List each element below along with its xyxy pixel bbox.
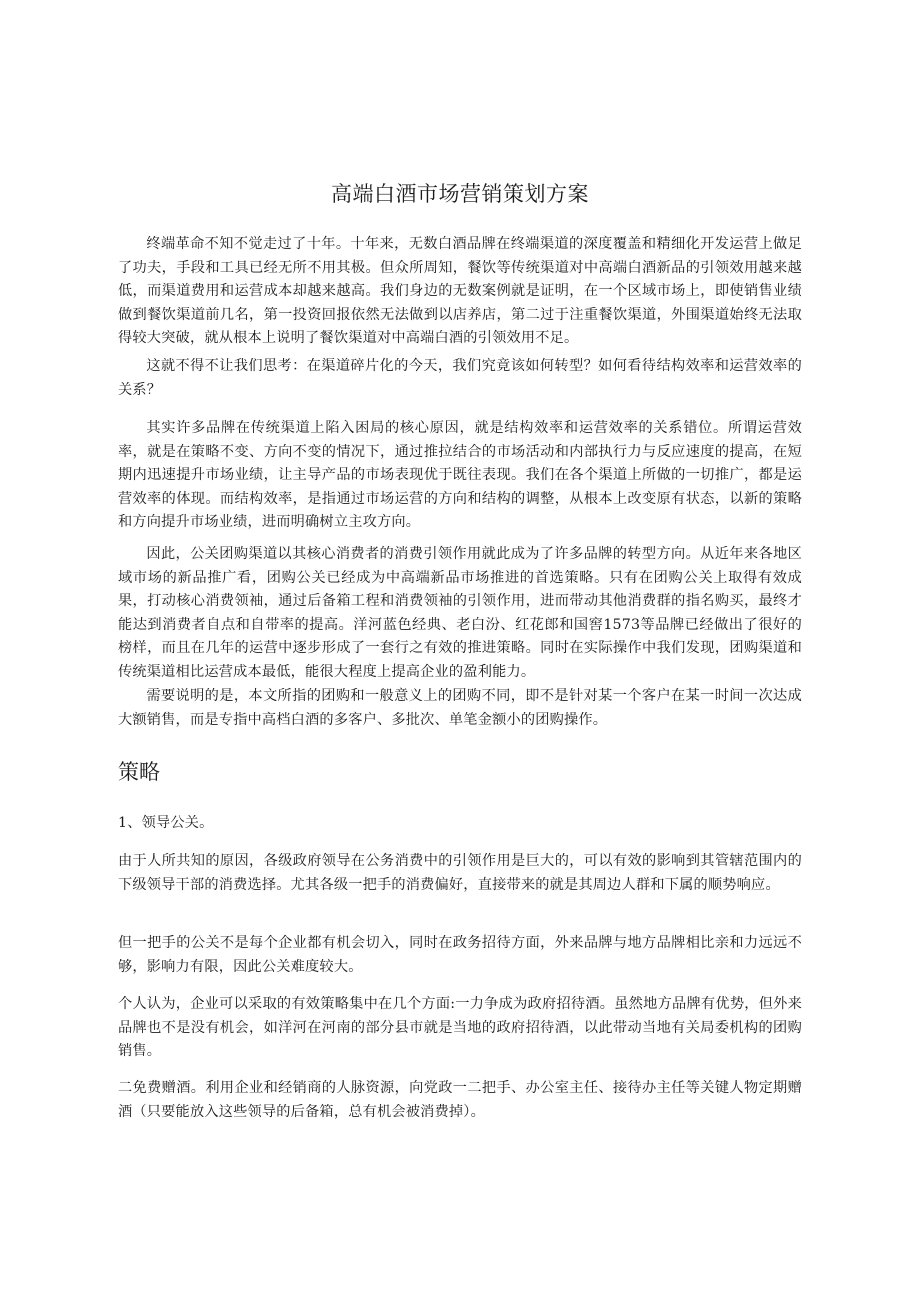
section-heading-strategy: 策略 [118, 760, 160, 784]
strategy-paragraph-4: 二免费赠酒。利用企业和经销商的人脉资源，向党政一二把手、办公室主任、接待办主任等关键人物定期赠酒（只要能放入这些领导的后备箱，总有机会被消费掉）。 [118, 1080, 802, 1120]
page-title: 高端白酒市场营销策划方案 [331, 182, 589, 206]
strategy-item-1-heading: 1、领导公关。 [118, 815, 214, 831]
intro-paragraph-2: 这就不得不让我们思考：在渠道碎片化的今天，我们究竟该如何转型？如何看待结构效率和运营效率的关系？ [118, 358, 802, 398]
intro-paragraph-4: 因此，公关团购渠道以其核心消费者的消费引领作用就此成为了许多品牌的转型方向。从近年来各地区域市场的新品推广看，团购公关已经成为中高端新品市场推进的首选策略。只有在团购公关上取得有效成果，打动核心消费领袖，通过后备箱工程和消费领袖的引领作用，进而带动其他消费群的指名购买，最终才能达到消费者自点和自带率的提高。洋河蓝色经典、老白汾、红花郎和国窖1573等品牌已经做出了很好的榜样，而且在几年的运营中逐步形成了一套行之有效的推进策略。同时在实际操作中我们发现，团购渠道和传统渠道相比运营成本最低，能很大程度上提高企业的盈利能力。 [118, 546, 802, 680]
intro-paragraph-1: 终端革命不知不觉走过了十年。十年来，无数白酒品牌在终端渠道的深度覆盖和精细化开发运营上做足了功夫，手段和工具已经无所不用其极。但众所周知，餐饮等传统渠道对中高端白酒新品的引领效用越来越低，而渠道费用和运营成本却越来越高。我们身边的无数案例就是证明，在一个区域市场上，即使销售业绩做到餐饮渠道前几名，第一投资回报依然无法做到以店养店，第二过于注重餐饮渠道，外围渠道始终无法取得较大突破，就从根本上说明了餐饮渠道对中高端白酒的引领效用不足。 [118, 236, 802, 347]
intro-paragraph-5: 需要说明的是，本文所指的团购和一般意义上的团购不同，即不是针对某一个客户在某一时间一次达成大额销售，而是专指中高档白酒的多客户、多批次、单笔金额小的团购操作。 [118, 688, 802, 728]
strategy-paragraph-1: 由于人所共知的原因，各级政府领导在公务消费中的引领作用是巨大的，可以有效的影响到其管辖范围内的下级领导干部的消费选择。尤其各级一把手的消费偏好，直接带来的就是其周边人群和下属的顺势响应。 [118, 853, 802, 893]
strategy-paragraph-2: 但一把手的公关不是每个企业都有机会切入，同时在政务招待方面，外来品牌与地方品牌相比亲和力远远不够，影响力有限，因此公关难度较大。 [118, 935, 802, 975]
strategy-paragraph-3: 个人认为，企业可以采取的有效策略集中在几个方面:一力争成为政府招待酒。虽然地方品牌有优势，但外来品牌也不是没有机会，如洋河在河南的部分县市就是当地的政府招待酒，以此带动当地有关局委机构的团购销售。 [118, 996, 802, 1060]
intro-paragraph-3: 其实许多品牌在传统渠道上陷入困局的核心原因，就是结构效率和运营效率的关系错位。所谓运营效率，就是在策略不变、方向不变的情况下，通过推拉结合的市场活动和内部执行力与反应速度的提高，在短期内迅速提升市场业绩，让主导产品的市场表现优于既往表现。我们在各个渠道上所做的一切推广，都是运营效率的体现。而结构效率，是指通过市场运营的方向和结构的调整，从根本上改变原有状态，以新的策略和方向提升市场业绩，进而明确树立主攻方向。 [118, 420, 802, 531]
